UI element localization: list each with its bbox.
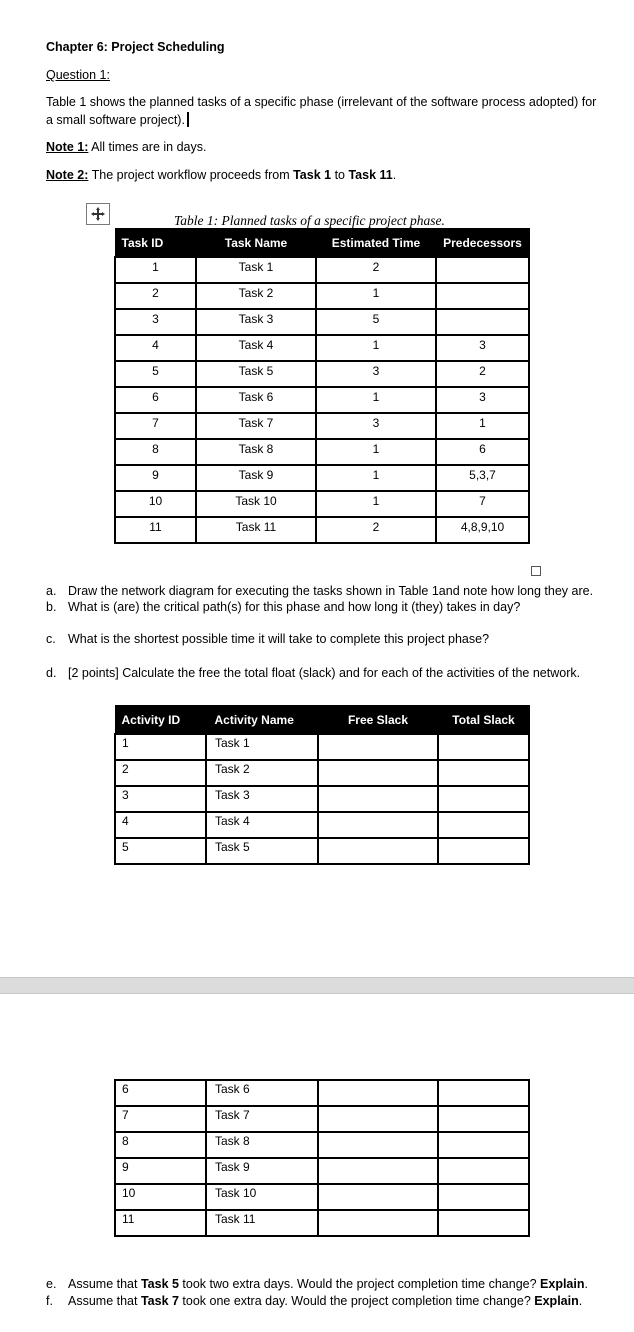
cell-predecessors[interactable]: 1 <box>479 416 486 430</box>
cell-estimated-time[interactable]: 5 <box>372 312 380 326</box>
resize-handle-icon[interactable] <box>531 566 541 576</box>
table-row <box>115 439 529 465</box>
cell-task-id[interactable]: 1 <box>152 260 159 274</box>
cell-activity-id[interactable]: 4 <box>122 814 129 828</box>
cell-task-name[interactable]: Task 3 <box>238 312 274 326</box>
cell-predecessors[interactable]: 3 <box>479 338 486 352</box>
cell-free-slack[interactable] <box>318 1158 438 1184</box>
cell-activity-id[interactable]: 3 <box>122 788 129 802</box>
cell-total-slack[interactable] <box>438 734 529 760</box>
question-d: d. [2 points] Calculate the free the total float (slack) and for each of the activities of the network. <box>46 666 581 680</box>
table-row <box>115 413 529 439</box>
chapter-title: Chapter 6: Project Scheduling <box>46 40 225 54</box>
table-row <box>115 760 529 786</box>
cell-task-name[interactable]: Task 11 <box>235 520 277 534</box>
cell-free-slack[interactable] <box>318 1106 438 1132</box>
cell-estimated-time[interactable]: 1 <box>372 494 380 508</box>
cell-task-name[interactable]: Task 9 <box>238 468 274 482</box>
cell-predecessors[interactable]: 5,3,7 <box>469 468 496 482</box>
cell-task-id[interactable]: 7 <box>152 416 159 430</box>
slack-table <box>114 705 530 865</box>
cell-task-name[interactable]: Task 1 <box>238 260 274 274</box>
cell-task-name[interactable]: Task 5 <box>238 364 274 378</box>
cell-task-name[interactable]: Task 10 <box>235 494 277 508</box>
table-row <box>115 1080 529 1106</box>
cell-task-id[interactable]: 8 <box>152 442 159 456</box>
planned-tasks-table <box>114 228 530 544</box>
cell-estimated-time[interactable]: 1 <box>372 338 380 352</box>
table-row <box>115 309 529 335</box>
cell-predecessors[interactable]: 3 <box>479 390 486 404</box>
cell-predecessors[interactable] <box>437 258 528 260</box>
table-row <box>115 465 529 491</box>
table-row <box>115 257 529 283</box>
header-task-name: Task Name <box>196 229 316 258</box>
cell-estimated-time[interactable]: 3 <box>372 416 380 430</box>
page-break <box>0 977 634 994</box>
table-row <box>115 1184 529 1210</box>
cell-total-slack[interactable] <box>438 1106 529 1132</box>
header-estimated-time: Estimated Time <box>316 229 436 258</box>
cell-free-slack[interactable] <box>318 1132 438 1158</box>
question-f: f. Assume that Task 7 took one extra day. Would the project completion time change? Explain. <box>46 1294 583 1308</box>
cell-activity-name[interactable]: Task 2 <box>215 762 250 776</box>
cell-task-name[interactable]: Task 4 <box>238 338 274 352</box>
cell-estimated-time[interactable]: 1 <box>372 286 380 300</box>
header-total-slack: Total Slack <box>438 706 529 735</box>
table-row <box>115 1210 529 1236</box>
header-predecessors: Predecessors <box>436 229 529 258</box>
cell-activity-name[interactable]: Task 1 <box>215 736 250 750</box>
table-row <box>115 1158 529 1184</box>
cell-free-slack[interactable] <box>318 760 438 786</box>
note-1: Note 1: All times are in days. <box>46 140 207 154</box>
cell-total-slack[interactable] <box>438 760 529 786</box>
cell-total-slack[interactable] <box>438 1080 529 1106</box>
header-task-id: Task ID <box>115 229 196 258</box>
cell-activity-id[interactable]: 2 <box>122 762 129 776</box>
cell-task-id[interactable]: 5 <box>152 364 159 378</box>
cell-total-slack[interactable] <box>438 812 529 838</box>
slack-table-continued <box>114 1079 530 1237</box>
table-row <box>115 838 529 864</box>
cell-activity-id[interactable]: 6 <box>122 1082 129 1096</box>
cell-activity-name[interactable]: Task 9 <box>215 1160 250 1174</box>
question-b: b. What is (are) the critical path(s) for this phase and how long it (they) takes in day? <box>46 600 521 614</box>
question-c: c. What is the shortest possible time it will take to complete this project phase? <box>46 632 490 646</box>
cell-free-slack[interactable] <box>318 1080 438 1106</box>
cell-activity-id[interactable]: 8 <box>122 1134 129 1148</box>
question-label: Question 1: <box>46 68 110 82</box>
cell-free-slack[interactable] <box>318 1210 438 1236</box>
cell-task-name[interactable]: Task 6 <box>238 390 274 404</box>
cell-estimated-time[interactable]: 2 <box>372 260 380 274</box>
cell-task-name[interactable]: Task 7 <box>238 416 274 430</box>
cell-activity-id[interactable]: 7 <box>122 1108 129 1122</box>
intro-paragraph[interactable] <box>46 93 606 129</box>
cell-activity-name[interactable]: Task 5 <box>215 840 250 854</box>
text-cursor <box>187 112 189 127</box>
table-row <box>115 1132 529 1158</box>
cell-total-slack[interactable] <box>438 786 529 812</box>
table-row <box>115 387 529 413</box>
cell-predecessors[interactable] <box>437 284 528 286</box>
cell-predecessors[interactable] <box>437 310 528 312</box>
cell-estimated-time[interactable]: 1 <box>372 390 380 404</box>
cell-activity-name[interactable]: Task 3 <box>215 788 250 802</box>
cell-estimated-time[interactable]: 1 <box>372 468 380 482</box>
note-2: Note 2: The project workflow proceeds from Task 1 to Task 11. <box>46 168 397 182</box>
cell-total-slack[interactable] <box>438 1210 529 1236</box>
cell-activity-name[interactable]: Task 4 <box>215 814 250 828</box>
table-row <box>115 335 529 361</box>
cell-total-slack[interactable] <box>438 1184 529 1210</box>
cell-task-name[interactable]: Task 8 <box>238 442 274 456</box>
cell-activity-name[interactable]: Task 6 <box>215 1082 250 1096</box>
cell-predecessors[interactable]: 7 <box>479 494 486 508</box>
intro-text: Table 1 shows the planned tasks of a specific phase (irrelevant of the software process adopted) for a small software project). <box>46 95 597 127</box>
cell-predecessors[interactable]: 6 <box>479 442 486 456</box>
cell-activity-name[interactable]: Task 10 <box>215 1186 257 1200</box>
cell-activity-id[interactable]: 10 <box>122 1186 136 1200</box>
cell-free-slack[interactable] <box>318 812 438 838</box>
table-row <box>115 734 529 760</box>
cell-task-id[interactable]: 9 <box>152 468 159 482</box>
cell-total-slack[interactable] <box>438 838 529 864</box>
table-row <box>115 491 529 517</box>
table-row <box>115 812 529 838</box>
table-row <box>115 786 529 812</box>
cell-task-name[interactable]: Task 2 <box>238 286 274 300</box>
question-a: a. Draw the network diagram for executing the tasks shown in Table 1and note how long they are. <box>46 584 594 598</box>
cell-free-slack[interactable] <box>318 838 438 864</box>
move-handle-icon[interactable] <box>86 203 110 225</box>
cell-task-id[interactable]: 6 <box>152 390 159 404</box>
table1-caption: Table 1: Planned tasks of a specific project phase. <box>174 213 445 228</box>
cell-activity-name[interactable]: Task 8 <box>215 1134 250 1148</box>
header-activity-name: Activity Name <box>206 706 318 735</box>
cell-task-id[interactable]: 3 <box>152 312 159 326</box>
cell-activity-id[interactable]: 1 <box>122 736 129 750</box>
header-free-slack: Free Slack <box>318 706 438 735</box>
cell-task-id[interactable]: 4 <box>152 338 159 352</box>
cell-free-slack[interactable] <box>318 786 438 812</box>
cell-predecessors[interactable]: 2 <box>479 364 486 378</box>
cell-estimated-time[interactable]: 1 <box>372 442 380 456</box>
cell-estimated-time[interactable]: 3 <box>372 364 380 378</box>
table-row <box>115 283 529 309</box>
cell-activity-name[interactable]: Task 11 <box>215 1212 256 1226</box>
cell-total-slack[interactable] <box>438 1132 529 1158</box>
cell-task-id[interactable]: 11 <box>149 520 162 534</box>
question-e: e. Assume that Task 5 took two extra days. Would the project completion time change? Explain. <box>46 1277 588 1291</box>
cell-task-id[interactable]: 2 <box>152 286 159 300</box>
cell-predecessors[interactable]: 4,8,9,10 <box>460 520 505 534</box>
cell-free-slack[interactable] <box>318 734 438 760</box>
cell-activity-name[interactable]: Task 7 <box>215 1108 250 1122</box>
table-row <box>115 517 529 543</box>
table-row <box>115 361 529 387</box>
cell-task-id[interactable]: 10 <box>148 494 163 508</box>
table-row <box>115 1106 529 1132</box>
cell-free-slack[interactable] <box>318 1184 438 1210</box>
cell-total-slack[interactable] <box>438 1158 529 1184</box>
cell-activity-id[interactable]: 11 <box>122 1212 135 1226</box>
cell-estimated-time[interactable]: 2 <box>372 520 380 534</box>
header-activity-id: Activity ID <box>115 706 206 735</box>
cell-activity-id[interactable]: 5 <box>122 840 129 854</box>
cell-activity-id[interactable]: 9 <box>122 1160 129 1174</box>
